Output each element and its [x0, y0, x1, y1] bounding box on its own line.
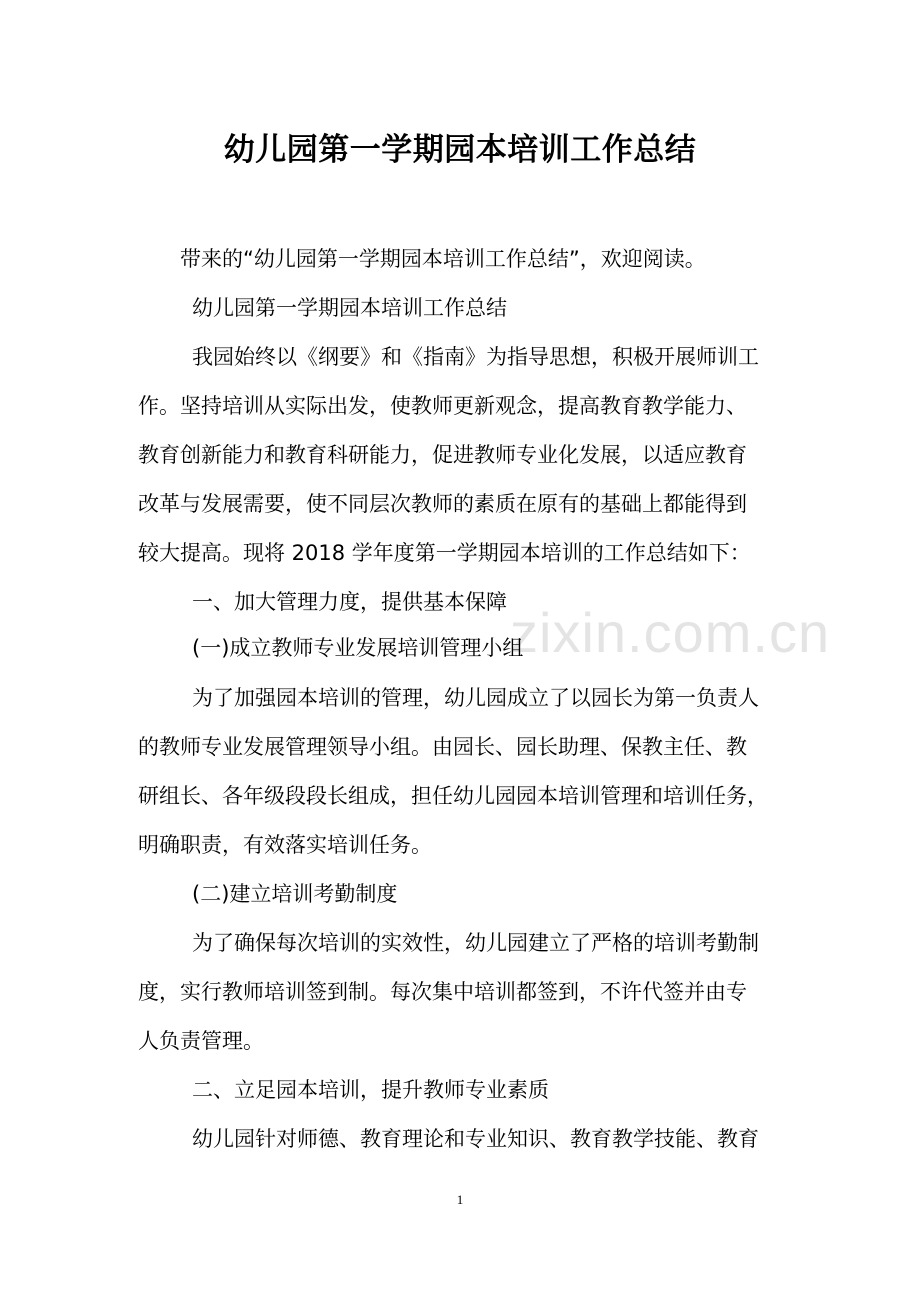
body-line: 研组长、各年级段段长组成，担任幼儿园园本培训管理和培训任务，	[138, 784, 768, 808]
body-line: 度，实行教师培训签到制。每次集中培训都签到，不许代签并由专	[138, 980, 747, 1004]
page-number: 1	[456, 1192, 464, 1207]
section-heading: 二、立足园本培训，提升教师专业素质	[192, 1078, 549, 1102]
subsection-heading: (二)建立培训考勤制度	[192, 882, 398, 906]
body-line: 改革与发展需要，使不同层次教师的素质在原有的基础上都能得到	[138, 492, 747, 516]
body-line: 的教师专业发展管理领导小组。由园长、园长助理、保教主任、教	[138, 735, 747, 759]
body-line: 为了加强园本培训的管理，幼儿园成立了以园长为第一负责人	[192, 686, 759, 710]
body-line: 较大提高。现将 2018 学年度第一学期园本培训的工作总结如下：	[138, 541, 751, 565]
section-heading: 一、加大管理力度，提供基本保障	[192, 590, 507, 614]
body-line: 我园始终以《纲要》和《指南》为指导思想，积极开展师训工	[192, 345, 759, 369]
body-line: 教育创新能力和教育科研能力，促进教师专业化发展，以适应教育	[138, 443, 747, 467]
intro-line: 带来的“幼儿园第一学期园本培训工作总结”，欢迎阅读。	[180, 247, 706, 271]
body-line: 为了确保每次培训的实效性，幼儿园建立了严格的培训考勤制	[192, 931, 759, 955]
subsection-heading: (一)成立教师专业发展培训管理小组	[192, 636, 524, 660]
body-line: 幼儿园第一学期园本培训工作总结	[192, 296, 507, 320]
body-line: 明确职责，有效落实培训任务。	[138, 833, 432, 857]
body-line: 作。坚持培训从实际出发，使教师更新观念，提高教育教学能力、	[138, 394, 747, 418]
document-title: 幼儿园第一学期园本培训工作总结	[223, 132, 697, 168]
watermark: zixin.com.cn	[510, 601, 831, 664]
body-line: 人负责管理。	[138, 1029, 264, 1053]
body-line: 幼儿园针对师德、教育理论和专业知识、教育教学技能、教育	[192, 1127, 759, 1151]
